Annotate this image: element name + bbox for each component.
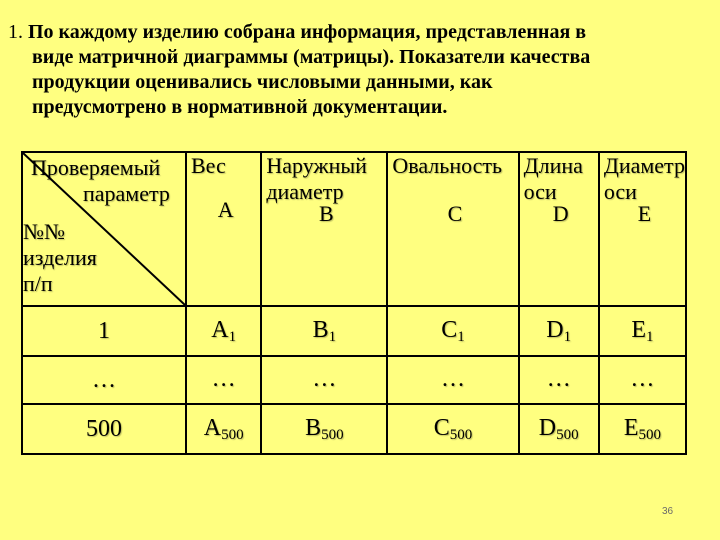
intro-line-3: продукции оценивались числовыми данными, как: [32, 71, 493, 93]
value-cell: …: [519, 356, 599, 404]
value-cell: $A_1$: [186, 306, 261, 356]
intro-paragraph: [8, 20, 708, 120]
row-id-cell: …: [22, 356, 186, 404]
value-cell: $D_{500}$: [519, 404, 599, 454]
value-cell: $E_1$: [599, 306, 686, 356]
value-cell: …: [599, 356, 686, 404]
value-cell: $B_{500}$: [261, 404, 387, 454]
value-cell: $A_{500}$: [186, 404, 261, 454]
corner-header-cell: [22, 152, 186, 306]
column-header-ovality: Овальность C: [387, 152, 518, 306]
row-id-cell: 500: [22, 404, 186, 454]
column-header-axis-length: Длина оси D: [519, 152, 599, 306]
column-header-weight: Вес A: [186, 152, 261, 306]
table-row: [22, 356, 686, 404]
value-cell: …: [261, 356, 387, 404]
corner-parameter-label: Проверяемый параметр: [31, 155, 170, 206]
value-cell: $D_1$: [519, 306, 599, 356]
page-number: 36: [662, 506, 674, 517]
intro-line-1: 1. По каждому изделию собрана информация, представленная в: [8, 21, 587, 43]
intro-line-4: предусмотрено в нормативной документации.: [32, 96, 448, 118]
corner-item-label: №№ изделия п/п: [23, 219, 97, 296]
column-header-axis-diameter: Диаметр оси E: [599, 152, 686, 306]
value-cell: …: [387, 356, 518, 404]
value-cell: …: [186, 356, 261, 404]
item-number: 1.: [8, 21, 23, 43]
row-id-cell: 1: [22, 306, 186, 356]
quality-matrix-table: [21, 151, 687, 455]
table-row: [22, 404, 686, 454]
intro-line-2: виде матричной диаграммы (матрицы). Показатели качества: [32, 46, 591, 68]
value-cell: $C_1$: [387, 306, 518, 356]
value-cell: $E_{500}$: [599, 404, 686, 454]
table-row: [22, 306, 686, 356]
value-cell: $C_{500}$: [387, 404, 518, 454]
column-header-outer-diameter: Наружный диаметр B: [261, 152, 387, 306]
header-row: [22, 152, 686, 306]
value-cell: $B_1$: [261, 306, 387, 356]
